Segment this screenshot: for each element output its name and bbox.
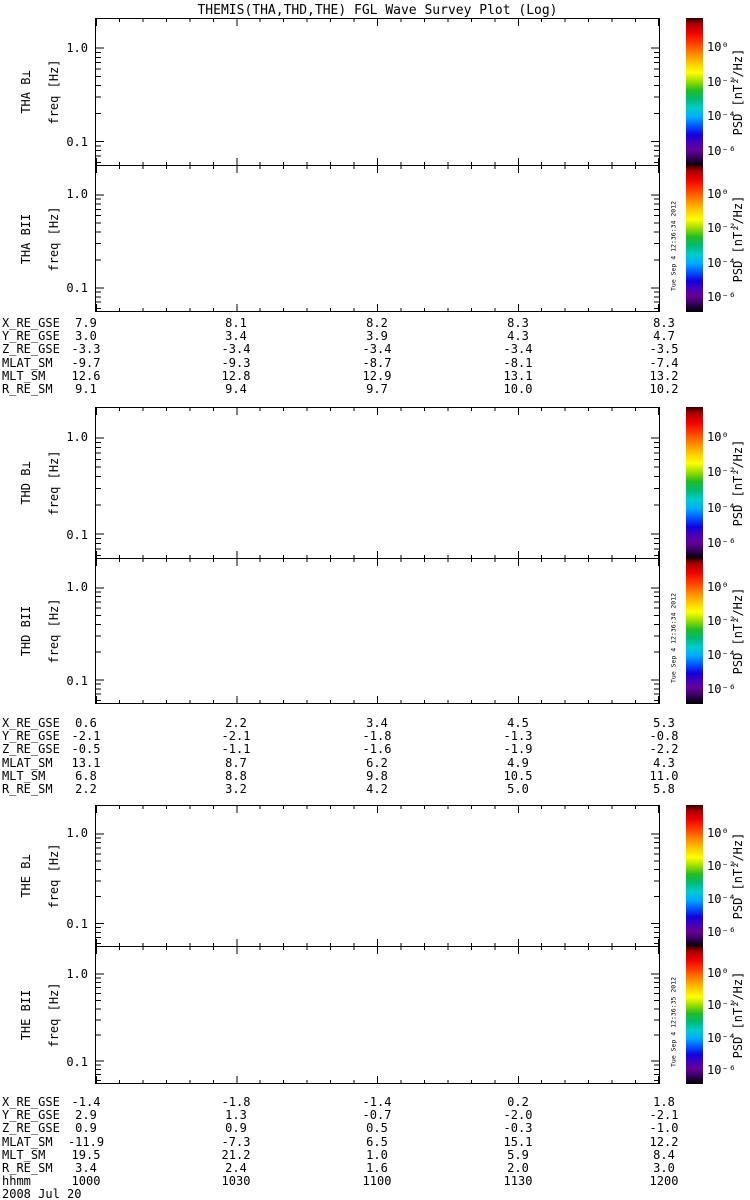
table-cell: 21.2 [221,1147,251,1162]
colorbar-tick-label: 10⁻⁴ [707,1030,736,1045]
table-cell: -1.3 [503,729,533,744]
plot-title: THEMIS(THA,THD,THE) FGL Wave Survey Plot (Log) [197,3,558,18]
colorbar [686,18,703,166]
table-cell: -0.3 [503,1121,533,1136]
ytick-label: 1.0 [66,580,88,595]
table-cell: 8.3 [653,316,675,330]
row-label: Y_RE_GSE [2,329,60,344]
table-cell: 5.9 [507,1147,529,1162]
table-cell: 0.9 [225,1121,247,1136]
spectrogram-panel-par [95,558,660,704]
colorbar-tick-label: 10⁻⁴ [707,500,736,515]
freq-axis-label: freq [Hz] [47,205,61,272]
table-cell: -3.4 [221,342,251,357]
table-cell: -7.3 [221,1134,251,1149]
table-cell: -7.4 [649,355,679,370]
spectrogram-panel-par [95,946,660,1084]
table-cell: -9.3 [221,355,251,370]
table-cell: 8.4 [653,1147,675,1162]
table-cell: 12.2 [649,1134,679,1149]
freq-axis-label: freq [Hz] [47,982,61,1048]
table-cell: -1.0 [649,1121,679,1136]
time-tick-label: 1130 [503,1174,533,1189]
freq-axis-label: freq [Hz] [47,450,61,516]
table-cell: -8.7 [362,355,392,370]
table-cell: 11.0 [649,768,679,783]
colorbar-tick-label: 10⁻⁴ [707,109,736,124]
table-cell: -1.4 [362,1095,392,1109]
table-cell: -2.0 [503,1108,533,1123]
colorbar-tick-label: 10⁻⁴ [707,647,736,662]
render-timestamp: Tue Sep 4 12:36:34 2012 [669,593,678,684]
freq-axis-label: freq [Hz] [47,598,61,664]
ytick-label: 1.0 [66,966,88,981]
render-timestamp: Tue Sep 4 12:36:35 2012 [669,976,678,1067]
table-cell: -2.2 [649,742,679,757]
table-cell: 4.9 [507,755,529,770]
panel-ylabel-par: THA BII [19,213,33,264]
table-cell: -3.4 [503,342,533,357]
table-cell: -2.1 [649,1108,679,1123]
ytick-label: 0.1 [66,673,88,688]
table-cell: 3.9 [366,329,388,344]
time-tick-label: 1000 [71,1174,101,1189]
table-cell: 8.8 [225,768,247,783]
table-cell: -3.3 [71,342,101,357]
panel-ylabel-perp: THE B⊥ [19,854,33,898]
table-cell: 5.3 [653,716,675,730]
colorbar-tick-label: 10⁰ [707,966,729,981]
table-cell: 4.7 [653,329,675,344]
table-cell: 3.4 [366,716,388,730]
psd-axis-label: PSD [nT²/Hz] [731,971,745,1059]
table-cell: -2.1 [221,729,251,744]
row-label: X_RE_GSE [2,716,60,730]
table-cell: -11.9 [67,1134,105,1149]
table-cell: 3.2 [225,782,247,796]
psd-axis-label: PSD [nT²/Hz] [731,48,745,136]
axis-ticks [96,806,659,946]
table-cell: 13.1 [503,368,533,383]
table-cell: -8.1 [503,355,533,370]
ytick-label: 1.0 [66,430,88,445]
row-label: Y_RE_GSE [2,729,60,744]
colorbar-tick-label: 10⁰ [707,825,729,840]
table-cell: -1.8 [221,1095,251,1109]
panel-ylabel-par: THE BII [19,989,33,1041]
table-cell: 2.2 [75,782,97,796]
colorbar-tick-label: 10⁰ [707,429,729,444]
table-cell: 2.2 [225,716,247,730]
table-cell: -1.1 [221,742,251,757]
row-label: Z_RE_GSE [2,342,60,357]
table-cell: -1.8 [362,729,392,744]
axis-ticks [96,166,659,311]
colorbar-tick-label: 10⁻⁶ [707,681,736,696]
colorbar-tick-label: 10⁻² [707,221,736,236]
table-cell: 6.2 [366,755,388,770]
table-cell: -3.4 [362,342,392,357]
ytick-label: 1.0 [66,187,88,202]
table-cell: 12.9 [362,368,392,383]
table-cell: 4.3 [653,755,675,770]
axis-ticks [96,559,659,703]
row-label: MLT_SM [2,368,46,383]
colorbar-tick-label: 10⁻⁶ [707,1062,736,1077]
hhmm-label: hhmm [2,1174,31,1189]
colorbar-tick-label: 10⁻² [707,465,736,480]
table-cell: 1.8 [653,1095,675,1109]
colorbar [686,558,703,704]
table-cell: 1.6 [366,1161,388,1175]
axis-ticks [96,408,659,558]
table-cell: -1.4 [71,1095,101,1109]
table-cell: 6.5 [366,1134,388,1149]
table-cell: 0.5 [366,1121,388,1136]
colorbar-tick-label: 10⁻⁶ [707,143,736,158]
psd-axis-label: PSD [nT²/Hz] [731,195,745,282]
table-cell: 3.0 [653,1161,675,1175]
psd-axis-label: PSD [nT²/Hz] [731,832,745,920]
colorbar-tick-label: 10⁻² [707,613,736,628]
colorbar-tick-label: 10⁻⁴ [707,892,736,907]
spectrogram-panel-perp [95,407,660,559]
table-cell: 9.7 [366,382,388,396]
spectrogram-panel-par [95,165,660,312]
table-cell: 9.8 [366,768,388,783]
table-cell: 10.0 [503,382,533,396]
table-cell: 2.9 [75,1108,97,1123]
table-cell: 0.2 [507,1095,529,1109]
table-cell: -1.6 [362,742,392,757]
table-cell: 13.1 [71,755,101,770]
table-cell: 15.1 [503,1134,533,1149]
table-cell: 7.9 [75,316,97,330]
row-label: Z_RE_GSE [2,742,60,757]
row-label: MLAT_SM [2,1134,53,1149]
table-cell: 3.4 [225,329,247,344]
table-cell: -3.5 [649,342,679,357]
table-cell: 2.4 [225,1161,247,1175]
colorbar-tick-label: 10⁻⁶ [707,289,736,304]
colorbar-tick-label: 10⁻² [707,998,736,1013]
ytick-label: 0.1 [66,917,88,932]
table-cell: 9.1 [75,382,97,396]
date-label: 2008 Jul 20 [2,1187,82,1200]
row-label: MLAT_SM [2,755,53,770]
table-cell: 5.8 [653,782,675,796]
table-cell: 8.3 [507,316,529,330]
row-label: R_RE_SM [2,782,53,796]
table-cell: -2.1 [71,729,101,744]
colorbar-tick-label: 10⁻⁶ [707,925,736,940]
ytick-label: 0.1 [66,527,88,542]
ytick-label: 0.1 [66,281,88,296]
ytick-label: 1.0 [66,40,88,55]
table-cell: 0.6 [75,716,97,730]
axis-ticks [96,19,659,165]
colorbar [686,407,703,559]
row-label: Z_RE_GSE [2,1121,60,1136]
row-label: X_RE_GSE [2,316,60,330]
table-cell: 9.4 [225,382,247,396]
ytick-label: 0.1 [66,135,88,150]
table-cell: 8.7 [225,755,247,770]
table-cell: -1.9 [503,742,533,757]
table-cell: 4.3 [507,329,529,344]
psd-axis-label: PSD [nT²/Hz] [731,439,745,527]
table-cell: 4.2 [366,782,388,796]
colorbar [686,805,703,947]
table-cell: 12.8 [221,368,251,383]
panel-ylabel-perp: THD B⊥ [19,461,33,505]
render-timestamp: Tue Sep 4 12:36:34 2012 [669,200,678,291]
spectrogram-panel-perp [95,18,660,166]
colorbar [686,946,703,1084]
colorbar-tick-label: 10⁻² [707,858,736,873]
row-label: Y_RE_GSE [2,1108,60,1123]
table-cell: 6.8 [75,768,97,783]
table-cell: -0.5 [71,742,101,757]
row-label: X_RE_GSE [2,1095,60,1109]
time-tick-label: 1100 [362,1174,392,1189]
colorbar [686,165,703,312]
table-cell: 8.1 [225,316,247,330]
table-cell: 8.2 [366,316,388,330]
table-cell: -0.7 [362,1108,392,1123]
freq-axis-label: freq [Hz] [47,59,61,125]
table-cell: 10.2 [649,382,679,396]
table-cell: -9.7 [71,355,101,370]
row-label: MLT_SM [2,1147,46,1162]
table-cell: 10.5 [503,768,533,783]
table-cell: 1.0 [366,1147,388,1162]
colorbar-tick-label: 10⁰ [707,40,729,55]
panel-ylabel-perp: THA B⊥ [19,70,33,114]
time-tick-label: 1030 [221,1174,251,1189]
row-label: MLAT_SM [2,355,53,370]
table-cell: 5.0 [507,782,529,796]
ytick-label: 0.1 [66,1054,88,1069]
axis-ticks [96,947,659,1083]
psd-axis-label: PSD [nT²/Hz] [731,587,745,675]
table-cell: 19.5 [71,1147,101,1162]
table-cell: -0.8 [649,729,679,744]
table-cell: 3.0 [75,329,97,344]
table-cell: 13.2 [649,368,679,383]
colorbar-tick-label: 10⁻⁶ [707,536,736,551]
colorbar-tick-label: 10⁰ [707,186,729,201]
time-tick-label: 1200 [649,1174,679,1189]
row-label: MLT_SM [2,768,46,783]
panel-ylabel-par: THD BII [19,605,33,657]
row-label: R_RE_SM [2,382,53,396]
freq-axis-label: freq [Hz] [47,843,61,909]
colorbar-tick-label: 10⁰ [707,579,729,594]
table-cell: 4.5 [507,716,529,730]
ytick-label: 1.0 [66,826,88,841]
table-cell: 12.6 [71,368,101,383]
colorbar-tick-label: 10⁻² [707,74,736,89]
table-cell: 2.0 [507,1161,529,1175]
spectrogram-panel-perp [95,805,660,947]
colorbar-tick-label: 10⁻⁴ [707,255,736,270]
table-cell: 0.9 [75,1121,97,1136]
table-cell: 3.4 [75,1161,97,1175]
table-cell: 1.3 [225,1108,247,1123]
row-label: R_RE_SM [2,1161,53,1175]
